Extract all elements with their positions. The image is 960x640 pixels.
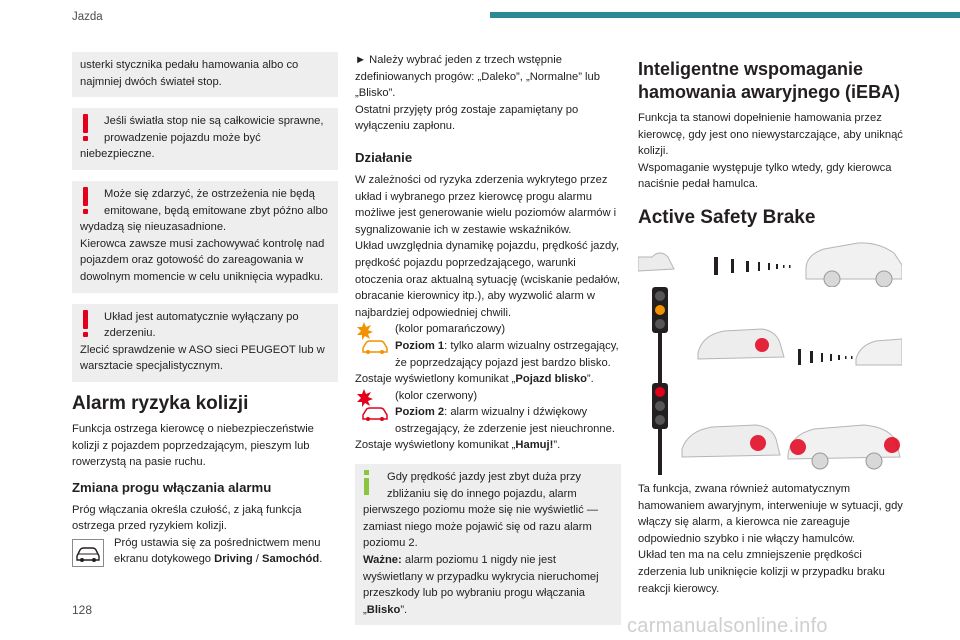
operation-text: W zależności od ryzyka zderzenia wykrytego przez układ i wybranego przez kierowcę progu alarmu możliwe jest generowanie wielu poziomów alarmów i sygnalizowanie ich w zestawie wskaźników. xyxy=(355,173,617,236)
warning-box xyxy=(72,181,338,293)
warning-text-line: Układ jest automatycznie wyłączany po xyxy=(104,310,299,323)
threshold-description: Próg włączania określa czułość, z jaką funkcja ostrzega przed ryzykiem kolizji. xyxy=(72,503,302,533)
important-post: ”. xyxy=(400,603,408,616)
important-text: alarm poziomu 1 nigdy nie jest wyświetlany w przypadku wykrycia nieruchomej przeszkody lub po wybraniu progu włączania „ xyxy=(363,554,599,616)
collision-alert-orange-icon xyxy=(355,321,389,355)
info-text-line: Gdy prędkość jazdy jest zbyt duża przy xyxy=(387,471,582,484)
ieba-text: Funkcja ta stanowi dopełnienie hamowania przez kierowcę, gdy jest ono niewystarczające, aby uniknąć kolizji. xyxy=(638,112,903,158)
alert-level-1 xyxy=(355,321,621,387)
warning-text: niebezpieczne. xyxy=(80,148,155,161)
car-settings-icon xyxy=(72,539,104,567)
level-2-label: Poziom 2 xyxy=(395,406,445,419)
level-1-text: : tylko alarm wizualny ostrzegający, że poprzedzający pojazd jest bardzo blisko. xyxy=(395,339,619,369)
warning-text-line: zderzeniu. xyxy=(104,327,156,340)
warning-text: Zlecić sprawdzenie w ASO sieci PEUGEOT lub w warsztacie specjalistycznym. xyxy=(80,343,325,373)
level-1-color-note: (kolor pomarańczowy) xyxy=(395,323,506,336)
important-label: Ważne: xyxy=(363,554,402,567)
watermark: carmanualsonline.info xyxy=(627,615,828,637)
asb-text: Ta funkcja, zwana również automatycznym hamowaniem awaryjnym, interweniuje w sytuacji, gdy włączy się alarm, a kierowca nie zareaguje odpowiednio szybko i nie włączy hamulców. xyxy=(638,482,903,545)
illustration-level-2-alert xyxy=(638,383,902,475)
illustration-car-following xyxy=(638,235,902,287)
warning-icon xyxy=(80,114,94,142)
info-box xyxy=(355,464,621,625)
level-1-message: Pojazd blisko xyxy=(515,373,587,386)
column-right xyxy=(638,58,908,597)
header-accent-bar xyxy=(490,12,960,18)
warning-text: wydadzą się nieuzasadnione. xyxy=(80,221,227,234)
warning-icon xyxy=(80,310,94,338)
warning-text-line: emitowane, będą emitowane zbyt późno albo xyxy=(104,204,328,217)
important-bold: Blisko xyxy=(366,603,401,616)
menu-period: . xyxy=(319,553,323,566)
heading-ieba: Inteligentne wspomaganie hamowania awaryjnego (iEBA) xyxy=(638,59,901,102)
asb-text-2: Układ ten ma na celu zmniejszenie prędkości zderzenia lub uniknięcie kolizji w przypadku braku reakcji kierowcy. xyxy=(638,549,885,595)
note-text: usterki stycznika pedału hamowania albo co najmniej dwóch świateł stop. xyxy=(80,59,299,88)
level-1-msg-pre: Zostaje wyświetlony komunikat „ xyxy=(355,373,516,386)
level-2-color-note: (kolor czerwony) xyxy=(395,389,478,402)
warning-text-line: Może się zdarzyć, że ostrzeżenia nie będą xyxy=(104,187,315,200)
menu-driving: Driving xyxy=(214,553,253,566)
note-box xyxy=(72,52,338,97)
touchscreen-instruction xyxy=(72,535,338,573)
level-2-msg-post: ”. xyxy=(553,439,561,452)
info-text-line: zbliżaniu się do innego pojazdu, alarm xyxy=(387,487,577,500)
heading-threshold-change: Zmiana progu włączania alarmu xyxy=(72,479,272,495)
illustration-level-1-alert xyxy=(638,287,902,383)
heading-collision-alarm: Alarm ryzyka kolizji xyxy=(72,392,249,414)
info-text: pierwszego poziomu może się nie wyświetlić — zamiast niego może pojawić się od razu alarm poziomu 2. xyxy=(363,504,599,550)
threshold-select-instruction: ► Należy wybrać jeden z trzech wstępnie zdefiniowanych progów: „Daleko”, „Normalne” lub „Blisko”. xyxy=(355,54,600,100)
warning-text: Kierowca zawsze musi zachowywać kontrolę nad pojazdem oraz gotowość do zareagowania w dowolnym momencie w celu uniknięcia wypadku. xyxy=(80,237,325,283)
page-number: 128 xyxy=(72,603,93,617)
warning-icon xyxy=(80,187,94,215)
level-1-label: Poziom 1 xyxy=(395,339,445,352)
threshold-memo: Ostatni przyjęty próg zostaje zapamiętany po wyłączeniu zapłonu. xyxy=(355,103,579,133)
operation-text-2: Układ uwzględnia dynamikę pojazdu, prędkość jazdy, prędkość pojazdu poprzedzającego, warunki otoczenia oraz aktualną sytuację (wciskanie pedałów, obracanie kierownicy itp.), aby wyzwolić alarm w najbardziej odpowiedniej chwili. xyxy=(355,240,620,319)
level-2-message: Hamuj! xyxy=(515,439,554,452)
alert-level-2 xyxy=(355,388,621,454)
menu-samochod: Samochód xyxy=(262,553,320,566)
collision-alert-red-icon xyxy=(355,388,389,422)
threshold-menu-text: Próg ustawia się za pośrednictwem menu ekranu dotykowego xyxy=(114,536,321,566)
column-middle xyxy=(355,52,621,636)
warning-text-line: Jeśli światła stop nie są całkowicie sprawne, xyxy=(104,115,324,128)
info-icon xyxy=(364,470,370,496)
warning-box xyxy=(72,108,338,170)
column-left xyxy=(72,52,338,573)
warning-box xyxy=(72,304,338,382)
level-2-text: : alarm wizualny i dźwiękowy ostrzegający, że zderzenie jest nieuchronne. xyxy=(395,406,615,435)
warning-text-line: prowadzenie pojazdu może być xyxy=(104,131,261,144)
heading-operation: Działanie xyxy=(355,149,413,165)
ieba-text-2: Wspomaganie występuje tylko wtedy, gdy kierowca naciśnie pedał hamulca. xyxy=(638,161,892,191)
alarm-description: Funkcja ostrzega kierowcę o niebezpieczeństwie kolizji z pojazdem poprzedzającym, pieszym lub rowerzystą na pasie ruchu. xyxy=(72,422,314,469)
level-2-msg-pre: Zostaje wyświetlony komunikat „ xyxy=(355,439,516,452)
level-1-msg-post: ”. xyxy=(586,373,594,386)
section-label: Jazda xyxy=(72,11,103,23)
menu-separator: / xyxy=(252,553,263,566)
heading-active-safety-brake: Active Safety Brake xyxy=(638,206,816,228)
